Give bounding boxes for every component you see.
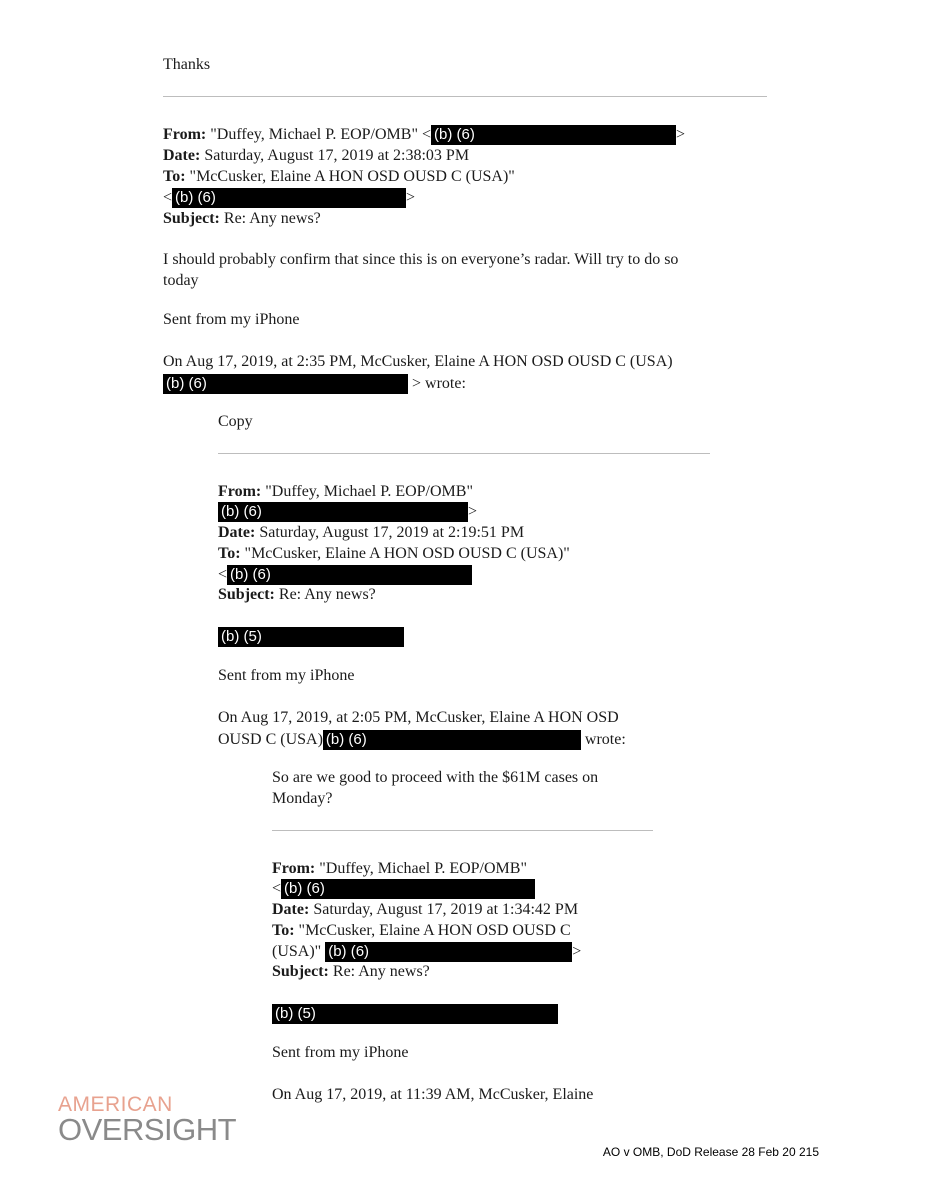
email1-quote-line1: On Aug 17, 2019, at 2:35 PM, McCusker, Elaine A HON OSD OUSD C (USA) (163, 353, 673, 370)
email3-body-line2: Monday? (272, 790, 333, 807)
redaction-b6: (b) (6) (323, 730, 581, 750)
quote-close: wrote: (584, 731, 626, 748)
email2-signature: Sent from my iPhone (218, 667, 355, 684)
to-label: To: (218, 545, 241, 562)
to-open: < (163, 189, 173, 206)
logo-line1: AMERICAN (58, 1093, 173, 1116)
email3-date-line (272, 900, 578, 920)
email1-body-line2: today (163, 272, 199, 289)
subject-label: Subject: (163, 210, 220, 227)
thanks-text: Thanks (163, 56, 211, 73)
email2-subject-line (218, 585, 376, 605)
email1-to-line (163, 167, 515, 187)
date-label: Date: (163, 147, 201, 164)
to-prefix: (USA)" (272, 943, 322, 960)
from-label: From: (218, 483, 262, 500)
date-value: Saturday, August 17, 2019 at 1:34:42 PM (313, 901, 579, 918)
to-open: < (218, 566, 228, 583)
subject-value: Re: Any news? (278, 586, 376, 603)
email3-from-address-line (272, 879, 535, 899)
redaction-b6: (b) (6) (281, 879, 535, 899)
to-value: "McCusker, Elaine A HON OSD OUSD C (298, 922, 571, 939)
to-label: To: (272, 922, 295, 939)
date-label: Date: (218, 524, 256, 541)
redaction-b6: (b) (6) (431, 125, 676, 145)
email3-subject-line (272, 962, 430, 982)
email1-signature: Sent from my iPhone (163, 311, 300, 328)
divider-2 (218, 453, 710, 454)
email2-intro: Copy (218, 413, 253, 430)
to-value: "McCusker, Elaine A HON OSD OUSD C (USA)" (189, 168, 515, 185)
email2-from-address-line (218, 502, 477, 522)
from-value: "Duffey, Michael P. EOP/OMB" < (210, 126, 431, 143)
email2-to-line (218, 544, 570, 564)
subject-value: Re: Any news? (332, 963, 430, 980)
quote-close: > wrote: (412, 375, 466, 392)
email3-to-line (272, 921, 571, 941)
to-value: "McCusker, Elaine A HON OSD OUSD C (USA)" (244, 545, 570, 562)
from-label: From: (272, 860, 316, 877)
email2-quote-line2 (218, 730, 626, 750)
date-value: Saturday, August 17, 2019 at 2:19:51 PM (259, 524, 525, 541)
redaction-b6: (b) (6) (218, 502, 468, 522)
date-label: Date: (272, 901, 310, 918)
email1-quote-line2 (163, 374, 466, 394)
email1-from-line (163, 125, 685, 145)
email3-quote-line1: On Aug 17, 2019, at 11:39 AM, McCusker, Elaine (272, 1086, 594, 1103)
email2-to-address-line (218, 565, 472, 585)
divider-1 (163, 96, 767, 97)
email1-to-address-line (163, 188, 415, 208)
to-close: > (406, 189, 416, 206)
from-label: From: (163, 126, 207, 143)
to-close: > (572, 943, 582, 960)
email2-date-line (218, 523, 524, 543)
from-open: < (272, 880, 282, 897)
from-close: > (468, 503, 478, 520)
redaction-b6: (b) (6) (227, 565, 472, 585)
subject-label: Subject: (272, 963, 329, 980)
redaction-b6: (b) (6) (325, 942, 572, 962)
to-label: To: (163, 168, 186, 185)
email3-body (272, 1004, 558, 1024)
email2-quote-line1: On Aug 17, 2019, at 2:05 PM, McCusker, Elaine A HON OSD (218, 709, 619, 726)
quote-prefix: OUSD C (USA) (218, 731, 323, 748)
from-value: "Duffey, Michael P. EOP/OMB" (265, 483, 473, 500)
redaction-b6: (b) (6) (172, 188, 406, 208)
email3-to-address-line (272, 942, 581, 962)
from-close: > (676, 126, 686, 143)
subject-value: Re: Any news? (223, 210, 321, 227)
email1-subject-line (163, 209, 321, 229)
email1-body-line1: I should probably confirm that since this is on everyone’s radar. Will try to do so (163, 251, 679, 268)
redaction-b6: (b) (6) (163, 374, 408, 394)
redaction-b5: (b) (5) (218, 627, 404, 647)
redaction-b5: (b) (5) (272, 1004, 558, 1024)
logo-line2: OVERSIGHT (58, 1112, 237, 1147)
release-footer: AO v OMB, DoD Release 28 Feb 20 215 (602, 1145, 819, 1159)
american-oversight-logo (58, 1094, 236, 1146)
email3-from-line (272, 859, 527, 879)
subject-label: Subject: (218, 586, 275, 603)
email2-from-line (218, 482, 473, 502)
email1-date-line (163, 146, 469, 166)
from-value: "Duffey, Michael P. EOP/OMB" (319, 860, 527, 877)
email2-body (218, 627, 404, 647)
date-value: Saturday, August 17, 2019 at 2:38:03 PM (204, 147, 470, 164)
email3-body-line1: So are we good to proceed with the $61M cases on (272, 769, 599, 786)
divider-3 (272, 830, 653, 831)
email3-signature: Sent from my iPhone (272, 1044, 409, 1061)
